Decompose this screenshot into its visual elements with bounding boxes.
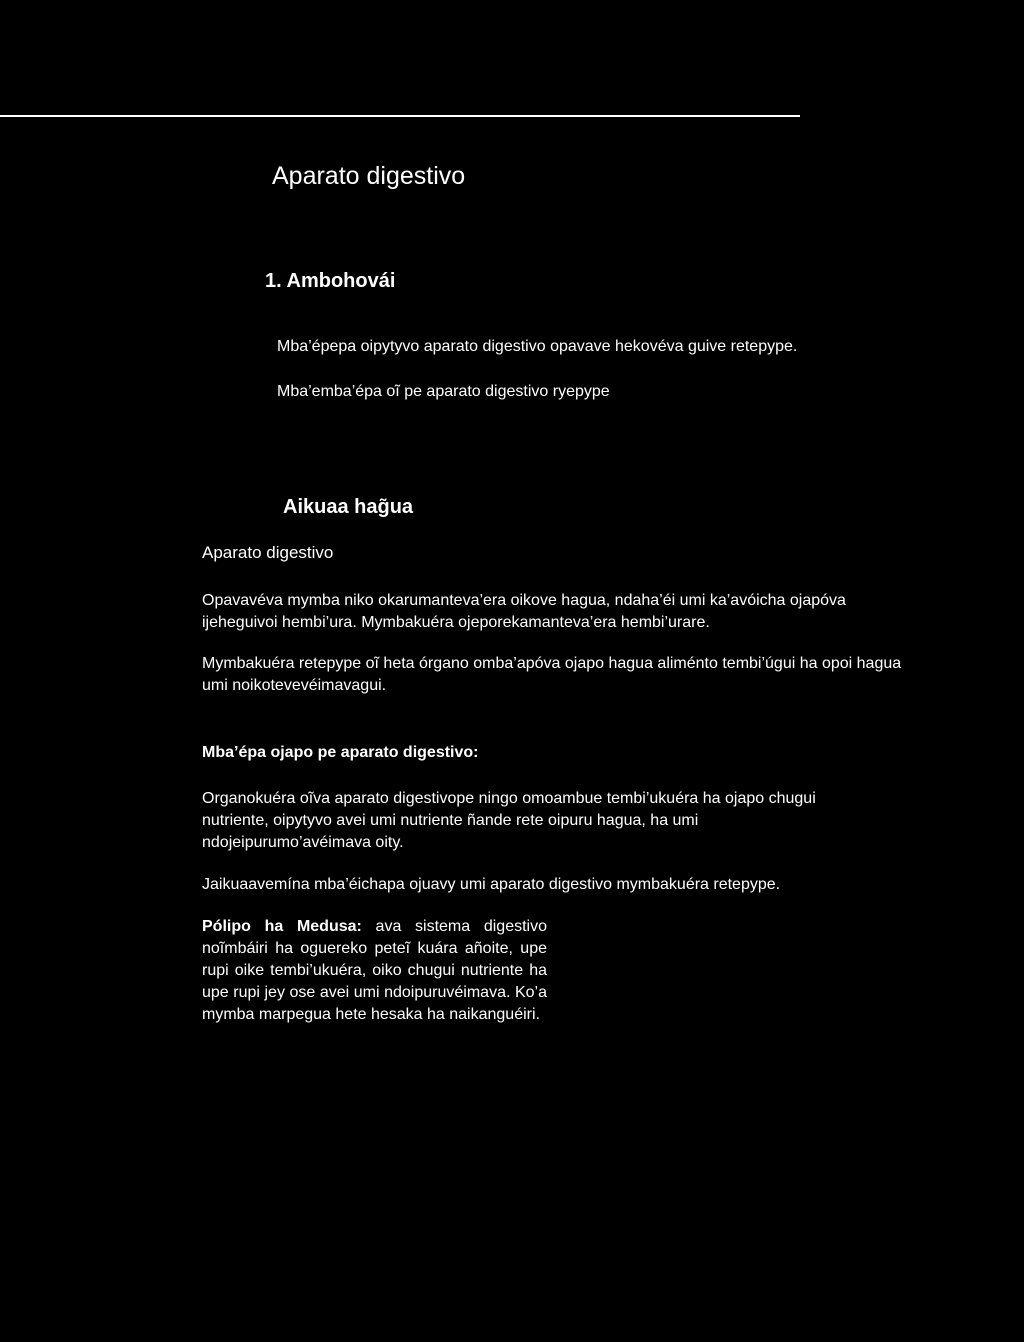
section-heading: 1. Ambohovái — [265, 270, 396, 292]
function-heading: Mba’épa ojapo pe aparato digestivo: — [202, 744, 479, 761]
topic-label: Aparato digestivo — [202, 543, 334, 562]
organs-paragraph: Mymbakuéra retepype oĩ heta órgano omba’apóva ojapo hagua aliménto tembi’úgui ha opoi hagua umi noikotevevéimavagui. — [202, 655, 902, 694]
document-title: Aparato digestivo — [272, 162, 466, 190]
objective-1: Mba’épepa oipytyvo aparato digestivo opavave hekovéva guive retepype. — [277, 338, 798, 355]
function-paragraph: Organokuéra oĩva aparato digestivope ningo omoambue tembi’ukuéra ha ojapo chugui nutriente, oipytyvo avei umi nutriente ñande rete oipuru hagua, ha umi ndojeipurumo’avéimava oity. — [202, 790, 816, 851]
intro-paragraph: Opavavéva mymba niko okarumanteva’era oikove hagua, ndaha’éi umi ka’avóicha ojapóva ijeheguivoi hembi’ura. Mymbakuéra ojeporekamanteva’era hembi’urare. — [202, 592, 846, 631]
header-rule — [0, 115, 800, 117]
examples-intro-paragraph: Jaikuaavemína mba’éichapa ojuavy umi aparato digestivo mymbakuéra retepype. — [202, 876, 781, 893]
polyp-paragraph — [202, 916, 547, 1026]
subheading: Aikuaa hag̃ua — [283, 496, 414, 518]
objective-2: Mba’emba’épa oĩ pe aparato digestivo ryepype — [277, 383, 610, 400]
polyp-description: ava sistema digestivo noĩmbáiri ha oguereko peteĩ kuára añoite, upe rupi oike tembi’ukuéra, oiko chugui nutriente ha upe rupi jey ose avei umi ndoipuruvéimava. Ko’a mymba marpegua hete hesaka ha naikanguéiri. — [202, 918, 547, 1023]
polyp-term: Pólipo ha Medusa: — [202, 918, 362, 935]
